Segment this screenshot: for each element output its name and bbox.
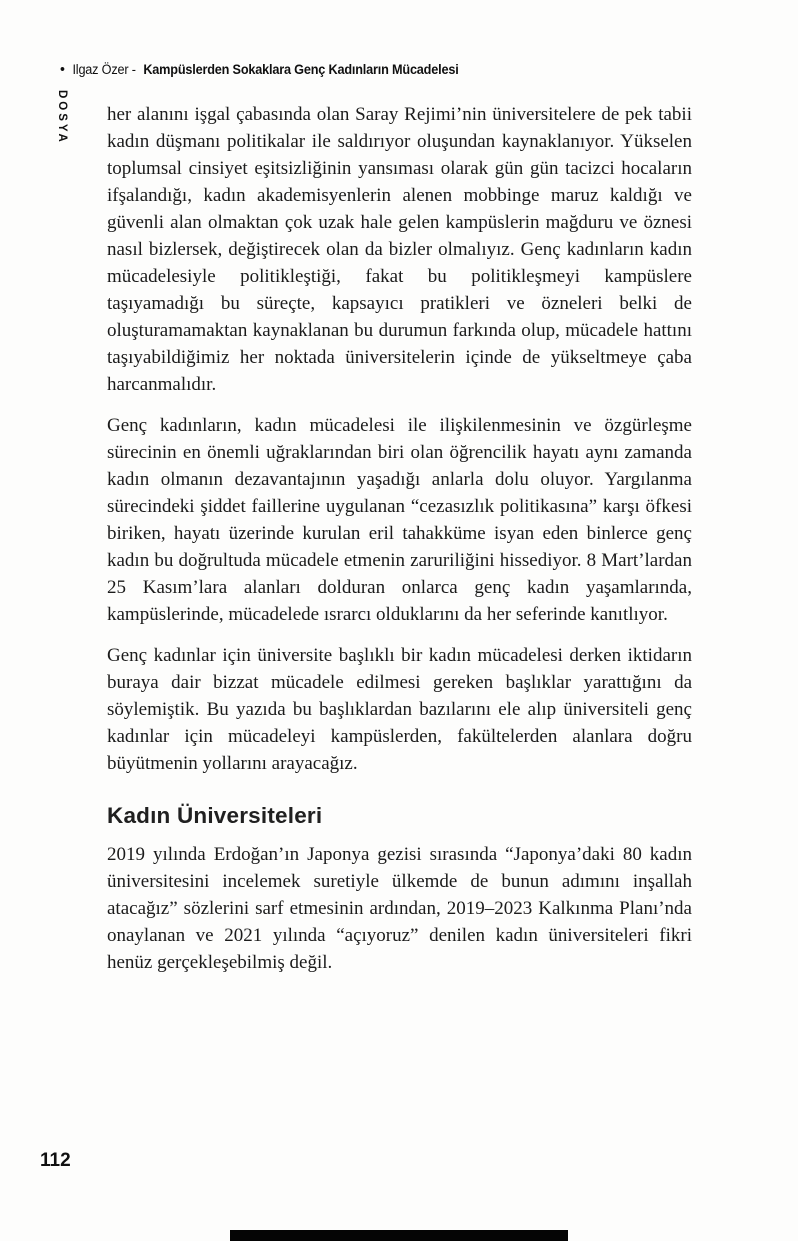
section-heading: Kadın Üniversiteleri (107, 803, 323, 828)
bottom-black-bar (230, 1230, 568, 1241)
body-paragraph-2: Genç kadınların, kadın mücadelesi ile ilişkilenmesinin ve özgürleşme sürecinin en önemli uğraklarından biri olan öğrencilik hayatı aynı zamanda kadın olmanın dezavantajının yaşadığı anlarla dolu oluyor. Yargılanma sürecindeki şiddet faillerine uygulanan “cezasızlık politikasına” karşı öfkesi biriken, hayatı üzerinde kurulan eril tahakküme isyan eden binlerce genç kadın bu doğrultuda mücadele etmenin zaruriliğini hissediyor. 8 Mart’lardan 25 Kasım’lara alanları dolduran onlarca genç kadın yaşamlarında, kampüslerinde, mücadelede ısrarcı olduklarını da her seferinde kanıtlıyor. (107, 415, 692, 625)
header-bullet-icon: • (60, 61, 65, 78)
section-tag-dosya: DOSYA (56, 90, 68, 145)
section-paragraph-1: 2019 yılında Erdoğan’ın Japonya gezisi sırasında “Japonya’daki 80 kadın üniversitesini incelemek suretiyle ülkemde de bunun adımını inşallah atacağız” sözlerini sarf etmesinin ardından, 2019–2023 Kalkınma Planı’nda onaylanan ve 2021 yılında “açıyoruz” denilen kadın üniversiteleri fikri henüz gerçekleşebilmiş değil. (107, 844, 692, 973)
body-paragraph-1: her alanını işgal çabasında olan Saray Rejimi’nin üniversitelere de pek tabii kadın düşmanı politikalar ile saldırıyor oluşundan kaynaklanıyor. Yükselen toplumsal cinsiyet eşitsizliğinin yansıması olarak gün gün tacizci hocaların ifşalandığı, kadın akademisyenlerin alenen mobbinge maruz kaldığı ve güvenli alan olmaktan çok uzak hale gelen kampüslerin mağduru ve öznesi nasıl bizlersek, değiştirecek olan da bizler olmalıyız. Genç kadınların kadın mücadelesiyle politikleştiği, fakat bu politikleşmeyi kampüslere taşıyamadığı bu süreçte, kapsayıcı pratikleri ve özneleri belki de oluşturamamaktan kaynaklanan bu durumun farkında olup, mücadele hattını taşıyabildiğimiz her noktada üniversitelerin içinde de yükseltmeye çaba harcanmalıdır. (107, 104, 692, 395)
body-paragraph-3: Genç kadınlar için üniversite başlıklı bir kadın mücadelesi derken iktidarın buraya dair bizzat mücadele edilmesi gereken başlıklar yarattığını da söylemiştik. Bu yazıda bu başlıklardan bazılarını ele alıp üniversiteli genç kadınlar için mücadeleyi kampüslerden, fakültelerden alanlara doğru büyütmenin yollarını arayacağız. (107, 645, 692, 774)
header-author: Ilgaz Özer - (72, 62, 136, 77)
header-article-title: Kampüslerden Sokaklara Genç Kadınların Mücadelesi (143, 62, 459, 77)
running-header (60, 62, 459, 77)
article-body (107, 101, 692, 990)
page-number: 112 (40, 1150, 71, 1171)
